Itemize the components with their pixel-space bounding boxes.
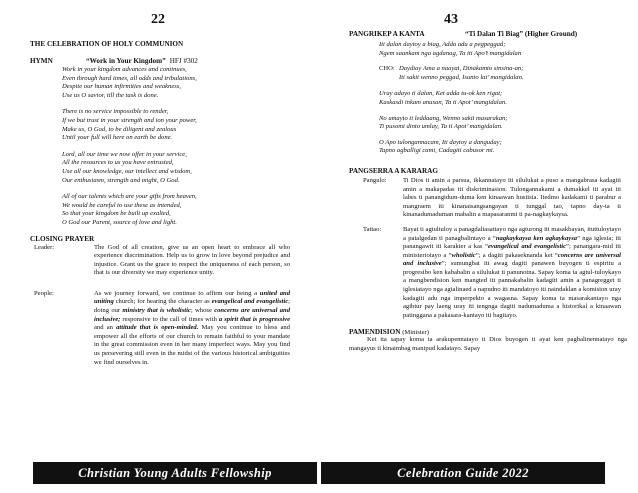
- text-run: ”; a dagiti pakaseknanda ket “: [475, 251, 558, 259]
- pamendision-text: Ket ita sapay koma ta arakupennatayo ti Dios buyogen ti ayat ken pagbalinennatayo nga mangayus ti kinaimbag manipud kadatayo. Sapay: [349, 336, 627, 353]
- pangulo-label: Pangulo:: [363, 176, 387, 184]
- pamendision-heading: [349, 328, 627, 336]
- emphasis-text: concerns are universal and inclusive: [403, 251, 621, 268]
- verse-1: [379, 41, 627, 58]
- right-content: [349, 30, 627, 354]
- stanza-line: Lord, all our time we now offer in your service,: [62, 150, 187, 158]
- stanza: [62, 151, 300, 185]
- text-run: church; for hearing the character as: [113, 298, 212, 306]
- text-run: ; whose: [190, 307, 215, 315]
- stanza-line: Even through hard times, all odds and tribulations,: [62, 74, 197, 82]
- chorus-line: Iti sakit wenno peggad, Isunto lat’ mangidalan.: [399, 73, 524, 81]
- closing-prayer-heading: CLOSING PRAYER: [30, 234, 95, 243]
- text-run: ”; sumungbat iti awag dagiti panawen buyogen ti espiritu a progresibo ken kababalin a silulukat ti panunotna. Sapay koma ta agtul-tuloykayo a mangbendision ken mangted iti pannakabalin kadagiti amin a panagregget ti iglesiatayo nga agtalinaed a napudno iti mandatoyo iti naindaklan a komision uray kadagiti adu nga imperpekto a wagasna. Sapay koma ta masarakantayo nga agibtur pay laeng uray iti tengnga dagiti nadumaduma a historikal a kinaawan patinggana a pakasara-kantayo iti bagitayo.: [403, 260, 621, 319]
- people-label: People:: [34, 289, 54, 297]
- footer-left: Christian Young Adults Fellowship: [33, 462, 317, 484]
- hymn-label: HYMN: [30, 57, 53, 65]
- text-run: Bayat ti agtultuloy a panagdaliasattayo nga agturong iti masakbayan, ituttuloytayo a patalgedan ti panagbalintayo a “: [403, 225, 621, 242]
- left-content: [30, 40, 300, 375]
- stanza-line: Despite our human infirmities and weakness,: [62, 83, 182, 91]
- hymn-title: “Work in Your Kingdom”: [86, 57, 166, 65]
- page-number-left: 22: [151, 12, 165, 27]
- emphasis-text: a spirit that is progressive: [218, 315, 291, 323]
- verse-1-line: Ngem saankam nga agdanag, Ta iti Apo’t mangidalan: [379, 49, 522, 57]
- emphasis-text: united and uniting: [94, 289, 290, 306]
- stanza-line: No umayto ti leddaang, Wenno sakit masarakan;: [379, 114, 508, 122]
- stanza-line: O Apo tulongannacam, Iti daytoy a danguday;: [379, 138, 502, 146]
- right-hymn-heading: [349, 30, 627, 38]
- stanza-line: Tapno agballigi cami, Cadagiti cabusor mi.: [379, 147, 495, 155]
- text-run: ; doing our: [94, 298, 290, 315]
- chorus-line: Daydiay Ama a naayat, Dinakamto sinsina-an;: [399, 65, 524, 73]
- pamendision-sub: (Minister): [402, 329, 429, 337]
- stanza-line: Ti pusomi dinto umlay, Ta ti Apot’ mangidalan.: [379, 123, 503, 131]
- people-text: [94, 290, 290, 367]
- tattao-row: [349, 226, 627, 321]
- text-run: ”; panangara-mid iti ministeriotayo a “: [403, 243, 621, 259]
- emphasis-text: wholistic: [451, 251, 476, 259]
- emphasis-text: evangelical and evangelistic: [211, 298, 289, 306]
- stanza-line: If we but trust in your strength and ion your power,: [62, 116, 197, 124]
- chorus-label: CHO:: [379, 65, 395, 73]
- pangserra-heading: PANGSERRA A KARARAG: [349, 166, 438, 175]
- emphasis-text: nagkaykaysa ken agkaykaysa: [495, 234, 578, 242]
- text-run: responsive to the call of times with: [120, 315, 219, 323]
- right-hymn-label: PANGRIKEP A KANTA: [349, 30, 425, 38]
- pamendision-label: PAMENDISION: [349, 328, 401, 337]
- text-run: and an: [94, 324, 117, 332]
- emphasis-text: ministry that is wholistic: [122, 307, 191, 315]
- emphasis-text: concerns are universal and inclusive;: [94, 307, 290, 323]
- pangulo-row: [349, 177, 627, 220]
- stanza-line: O God our Parent, source of love and light.: [62, 218, 177, 226]
- stanza-line: Work in your kingdom advances and continues,: [62, 66, 187, 73]
- stanza-line: We would be careful to use these as intended,: [62, 201, 182, 209]
- right-page: [319, 0, 638, 493]
- stanza: [379, 139, 627, 156]
- emphasis-text: evangelical and evangelistic: [488, 243, 567, 251]
- pangulo-text: Ti Dios ti amin a parsua, ikkannatayo iti silulukat a puso a mangabrasa kadagiti amin a makapadas iti diskriminasion. Tulongannakami a dumakkel iti ayat iti labes ti panangidum-duma ken kinaawan hustisia. Itedmo kadakami ti parabur a mangraem iti kinanaisangsangayan ti tunggal tao, tapno day-ta ti kinanadumaduman mabalin a mapasaranmi ti pa-nagkaykaysa.: [403, 176, 621, 219]
- right-hymn-stanzas: [349, 90, 627, 156]
- stanza: [62, 66, 300, 100]
- text-run: ” nga iglesia; iti panangawit iti karakter a kas “: [403, 234, 621, 251]
- stanza-line: Until your full will here on earth be done.: [62, 134, 173, 142]
- stanza: [62, 108, 300, 142]
- emphasis-text: attitude that is open-minded.: [116, 324, 199, 332]
- footer-right: Celebration Guide 2022: [321, 462, 605, 484]
- stanza-line: Kaskasdi inkam anusan, Ta ti Apot’ mangidalan.: [379, 98, 507, 106]
- hymn-number: HFJ #302: [169, 57, 198, 65]
- leader-row: [30, 244, 300, 278]
- stanza-line: All of our talents which are your gifts from heaven,: [62, 193, 197, 201]
- stanza-line: Use us O savior, till the task is done.: [62, 91, 159, 99]
- leader-text: The God of all creation, give us an open heart to embrace all who experience discrimination. Help us to grow in love beyond prejudice and injustice. Grant us the grace to respect the uniqueness of each person, so that is our diversity we may experience unity.: [94, 243, 290, 277]
- chorus: [379, 65, 627, 82]
- tattao-label: Tattao:: [363, 225, 382, 233]
- stanza: [379, 115, 627, 132]
- stanza: [62, 193, 300, 227]
- leader-label: Leader:: [34, 243, 55, 251]
- text-run: As we journey forward, we continue to affirm our being a: [94, 289, 260, 297]
- people-row: [30, 290, 300, 367]
- page-number-right: 43: [444, 12, 458, 27]
- hymn-stanzas: [30, 66, 300, 228]
- stanza: [379, 90, 627, 107]
- verse-1-line: Iti dalan daytoy a biag, Adda adu a pegpeggad;: [379, 41, 506, 48]
- stanza-line: Make us, O God, to be diligent and zealous: [62, 125, 177, 133]
- section-title: THE CELEBRATION OF HOLY COMMUNION: [30, 40, 184, 48]
- hymn-heading: [30, 57, 300, 65]
- stanza-line: Our enthusiasm, strength and might, O God.: [62, 176, 180, 184]
- tattao-text: [403, 226, 621, 321]
- text-run: May you continue to bless and empower all the efforts of our church to remain faithful to your mandate in the great commission even in her many imperfect ways. May you find us persevering still even in the midst of the various historical ambiguities we find ourselves in.: [94, 324, 290, 366]
- stanza-line: All the resources to us you have entrusted,: [62, 159, 174, 167]
- stanza-line: Uray adayo ti dalan, Ket adda tu-ok ken rigat;: [379, 90, 503, 98]
- stanza-line: So that your kingdom be built up exalted,: [62, 210, 171, 218]
- stanza-line: Use all our knowledge, our intellect and wisdom,: [62, 167, 192, 175]
- stanza-line: There is no service impossible to render,: [62, 108, 169, 116]
- right-hymn-title: “Ti Dalan Ti Biag” (Higher Ground): [465, 30, 578, 38]
